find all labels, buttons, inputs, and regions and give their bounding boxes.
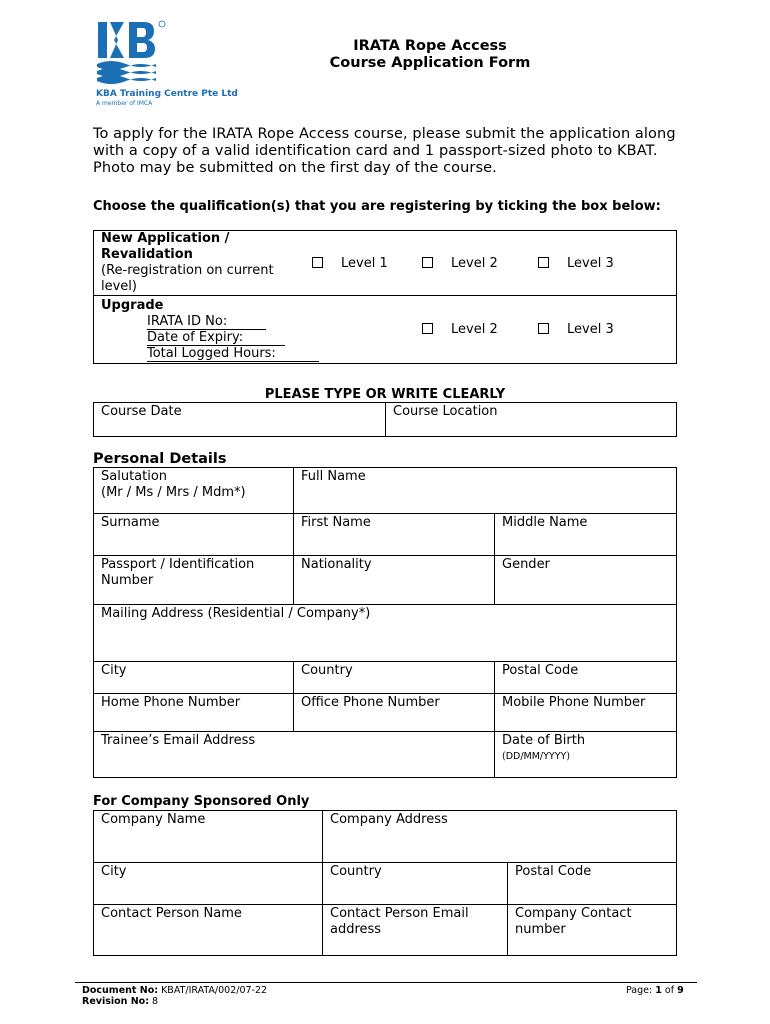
upgrade-level3-option[interactable] — [538, 322, 614, 337]
contact-person-email-field[interactable]: Contact Person Email address — [323, 905, 508, 956]
course-date-field[interactable]: Course Date — [94, 403, 386, 437]
new-level1-option[interactable] — [312, 256, 388, 271]
city-field[interactable]: City — [94, 662, 294, 694]
page-of: of — [664, 985, 675, 996]
company-postal-field[interactable]: Postal Code — [508, 863, 677, 905]
dob-field[interactable] — [495, 732, 677, 778]
title-line-1: IRATA Rope Access — [353, 38, 507, 54]
page-current: 1 — [655, 985, 662, 996]
document-no-value: KBAT/IRATA/002/07-22 — [161, 985, 268, 996]
personal-details-table — [93, 467, 677, 778]
level1-label: Level 1 — [341, 256, 388, 271]
document-info — [82, 985, 267, 1007]
company-sponsored-heading: For Company Sponsored Only — [93, 794, 310, 809]
surname-field[interactable]: Surname — [94, 514, 294, 556]
upgrade-level2-option[interactable] — [422, 322, 498, 337]
qualification-table — [93, 230, 677, 364]
gender-field[interactable]: Gender — [495, 556, 677, 605]
new-level2-option[interactable] — [422, 256, 498, 271]
salutation-field[interactable] — [94, 468, 294, 514]
upgrade-title: Upgrade — [101, 298, 164, 313]
dob-format: (DD/MM/YYYY) — [502, 751, 571, 762]
page-label: Page: — [626, 985, 653, 996]
page-number — [626, 985, 684, 996]
upgrade-level3-label: Level 3 — [567, 322, 614, 337]
new-application-cell — [101, 231, 291, 295]
nationality-field[interactable]: Nationality — [294, 556, 495, 605]
upgrade-level2-label: Level 2 — [451, 322, 498, 337]
upgrade-level2-checkbox[interactable] — [422, 323, 433, 334]
upgrade-level3-checkbox[interactable] — [538, 323, 549, 334]
salutation-label: Salutation — [101, 469, 168, 484]
company-contact-number-field[interactable]: Company Contact number — [508, 905, 677, 956]
title-line-2: Course Application Form — [329, 55, 531, 71]
new-application-note: (Re-registration on current level) — [101, 263, 274, 294]
first-name-field[interactable]: First Name — [294, 514, 495, 556]
logged-hours-field[interactable]: Total Logged Hours: — [147, 346, 319, 362]
company-country-field[interactable]: Country — [323, 863, 508, 905]
footer-divider — [75, 982, 697, 983]
page-title — [250, 38, 610, 72]
company-address-field[interactable]: Company Address — [323, 811, 677, 863]
mobile-phone-field[interactable]: Mobile Phone Number — [495, 694, 677, 732]
qualification-prompt: Choose the qualification(s) that you are registering by ticking the box below: — [93, 199, 661, 214]
revision-no-label: Revision No: — [82, 996, 149, 1007]
contact-person-name-field[interactable]: Contact Person Name — [94, 905, 323, 956]
course-location-field[interactable]: Course Location — [386, 403, 677, 437]
expiry-date-field[interactable]: Date of Expiry: — [147, 330, 285, 346]
level3-label: Level 3 — [567, 256, 614, 271]
mailing-address-field[interactable]: Mailing Address (Residential / Company*) — [94, 605, 677, 662]
intro-paragraph: To apply for the IRATA Rope Access course, please submit the application along with a copy of a valid identification card and 1 passport-sized photo to KBAT. Photo may be submitted on the first day of the course. — [93, 126, 676, 176]
country-field[interactable]: Country — [294, 662, 495, 694]
company-name-field[interactable]: Company Name — [94, 811, 323, 863]
company-table — [93, 810, 677, 956]
full-name-field[interactable]: Full Name — [294, 468, 677, 514]
revision-no-value: 8 — [152, 996, 159, 1007]
level1-checkbox[interactable] — [312, 257, 323, 268]
postal-code-field[interactable]: Postal Code — [495, 662, 677, 694]
company-city-field[interactable]: City — [94, 863, 323, 905]
level3-checkbox[interactable] — [538, 257, 549, 268]
qualification-divider — [94, 295, 676, 296]
dob-label: Date of Birth — [502, 733, 586, 748]
new-level3-option[interactable] — [538, 256, 614, 271]
home-phone-field[interactable]: Home Phone Number — [94, 694, 294, 732]
middle-name-field[interactable]: Middle Name — [495, 514, 677, 556]
email-field[interactable]: Trainee’s Email Address — [94, 732, 495, 778]
level2-label: Level 2 — [451, 256, 498, 271]
document-no-label: Document No: — [82, 985, 159, 996]
company-logo — [96, 18, 236, 110]
passport-field[interactable]: Passport / Identification Number — [94, 556, 294, 605]
new-application-title: New Application / Revalidation — [101, 231, 230, 262]
logo-subtext: A member of IMCA — [96, 100, 153, 107]
personal-details-heading: Personal Details — [93, 451, 227, 467]
page-total: 9 — [677, 985, 684, 996]
office-phone-field[interactable]: Office Phone Number — [294, 694, 495, 732]
logo-text: KBA Training Centre Pte Ltd — [96, 89, 238, 99]
course-table — [93, 402, 677, 437]
level2-checkbox[interactable] — [422, 257, 433, 268]
please-type-notice: PLEASE TYPE OR WRITE CLEARLY — [264, 387, 506, 402]
salutation-options: (Mr / Ms / Mrs / Mdm*) — [101, 485, 246, 500]
irata-id-field[interactable]: IRATA ID No: — [147, 314, 266, 330]
